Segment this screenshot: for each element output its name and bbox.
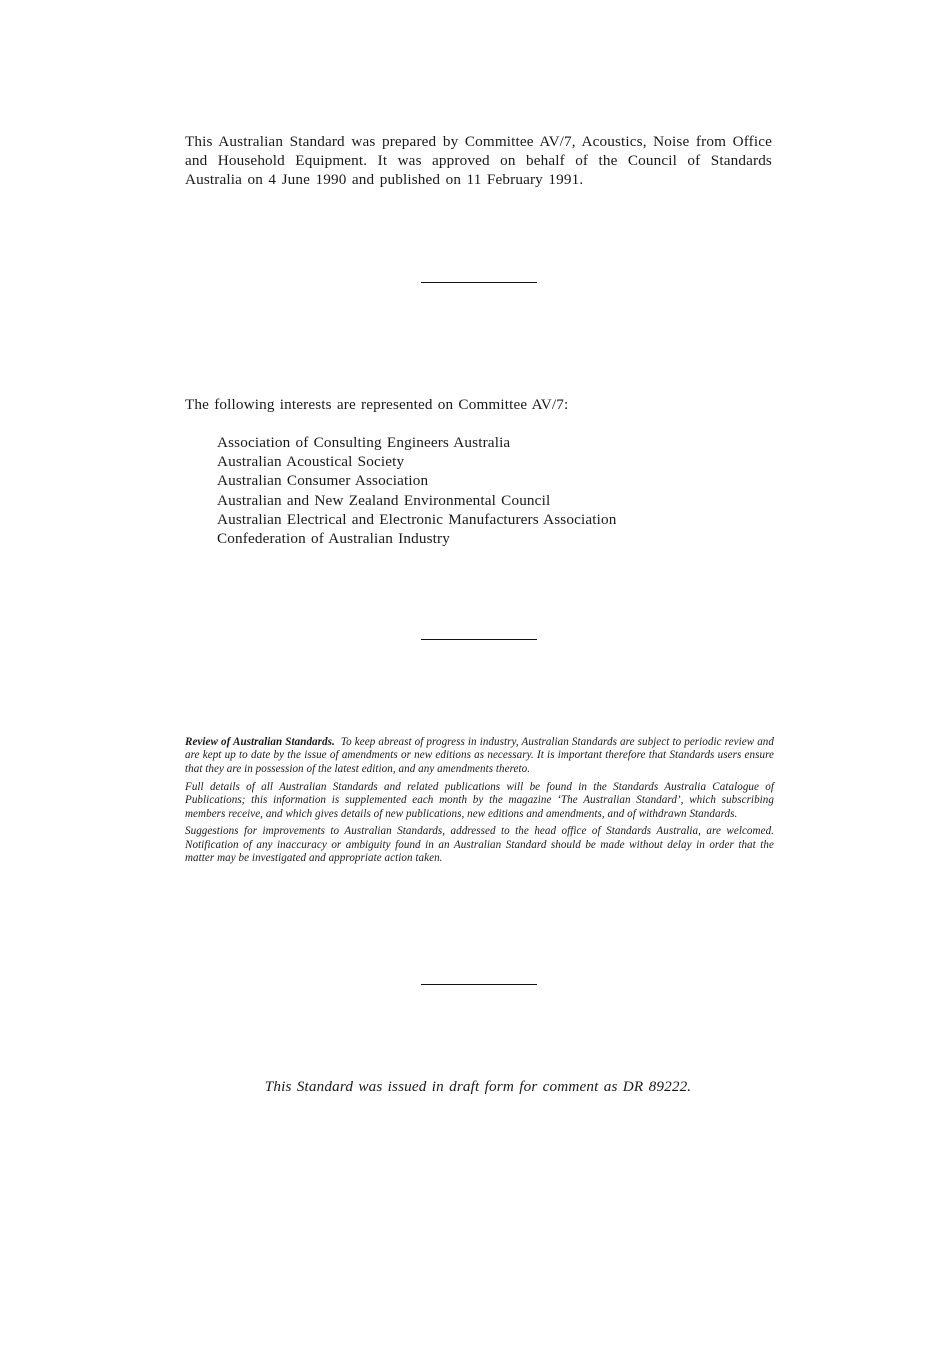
interest-item: Australian and New Zealand Environmental Council xyxy=(217,491,551,509)
catalogue-paragraph: Full details of all Australian Standards and related publications will be found in the Standards Australia Catalogue of Publications; this information is supplemented each month by the magazine ‘The Australian Standard’, which subscribing members receive, and which gives details of new publications, new editions and amendments, and of withdrawn Standards. xyxy=(185,780,774,820)
section-divider xyxy=(421,639,537,640)
interest-item: Australian Acoustical Society xyxy=(217,453,405,471)
section-divider xyxy=(421,282,537,283)
section-divider xyxy=(421,984,537,985)
interests-intro: The following interests are represented on Committee AV/7: xyxy=(185,396,569,413)
review-lead: Review of Australian Standards. xyxy=(185,736,335,748)
preparation-statement: This Australian Standard was prepared by Committee AV/7, Acoustics, Noise from Office and Household Equipment. It was approved on behalf of the Council of Standards Australia on 4 June 1990 and published on 11 February 1991. xyxy=(185,133,772,189)
interest-item: Association of Consulting Engineers Australia xyxy=(217,434,511,451)
interest-item: Australian Electrical and Electronic Manufacturers Association xyxy=(217,510,617,528)
interests-list xyxy=(217,433,616,548)
draft-note: This Standard was issued in draft form for comment as DR 89222. xyxy=(264,1078,692,1095)
suggestions-paragraph: Suggestions for improvements to Australian Standards, addressed to the head office of Standards Australia, are welcomed. Notification of any inaccuracy or ambiguity found in an Australian Standard should be made without delay in order that the matter may be investigated and appropriate action taken. xyxy=(185,825,774,865)
review-notes xyxy=(185,736,774,870)
review-paragraph xyxy=(185,736,774,776)
review-body: To keep abreast of progress in industry, Australian Standards are subject to periodic review and are kept up to date by the issue of amendments or new editions as necessary. It is important therefore that Standards users ensure that they are in possession of the latest edition, and any amendments thereto. xyxy=(185,736,774,775)
interest-item: Confederation of Australian Industry xyxy=(217,530,450,548)
interest-item: Australian Consumer Association xyxy=(217,472,429,490)
